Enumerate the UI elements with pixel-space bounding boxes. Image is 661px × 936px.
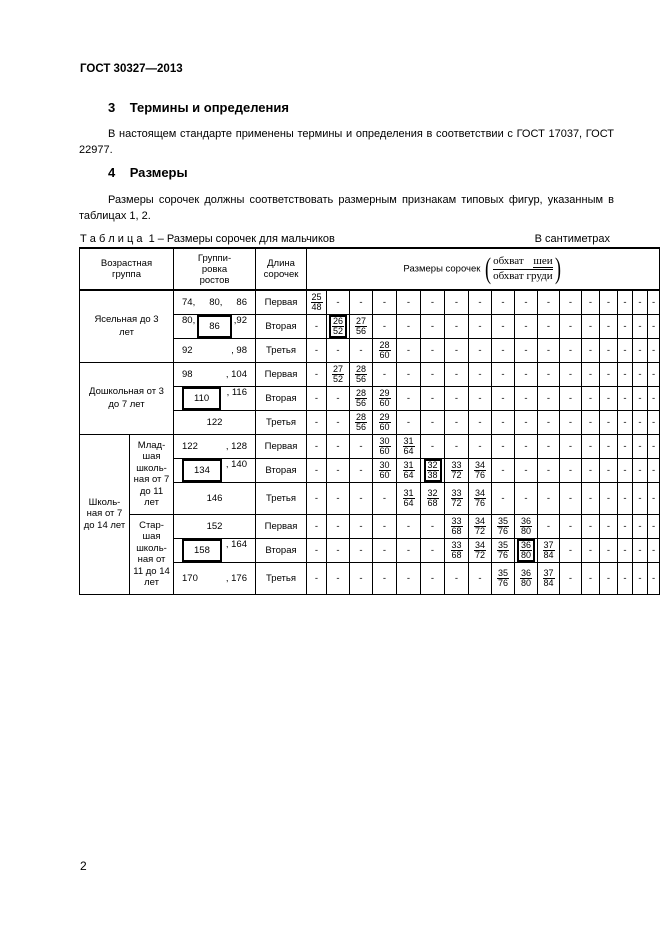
section-4-number: 4 [108, 165, 116, 180]
empty-size-cell: - [633, 434, 648, 458]
empty-size-cell: - [560, 410, 582, 434]
size-fraction: $\frac{33}{72}$ [445, 482, 469, 514]
empty-size-cell: - [492, 290, 515, 314]
table-units: В сантиметрах [534, 233, 610, 245]
empty-size-cell: - [633, 290, 648, 314]
size-fraction: $\frac{29}{60}$ [373, 410, 397, 434]
empty-size-cell: - [648, 458, 660, 482]
empty-size-cell: - [582, 314, 600, 338]
empty-size-cell: - [648, 514, 660, 538]
empty-size-cell: - [469, 314, 492, 338]
empty-size-cell: - [492, 458, 515, 482]
empty-size-cell: - [397, 538, 421, 562]
height-group-cell [174, 410, 256, 434]
empty-size-cell: - [618, 458, 633, 482]
section-3-text: В настоящем стандарте применены термины и определения в соответствии с ГОСТ 17037, ГОСТ 22977. [79, 128, 614, 156]
empty-size-cell: - [469, 290, 492, 314]
height-group-cell [174, 538, 256, 562]
empty-size-cell: - [538, 482, 560, 514]
size-fraction: $\frac{31}{64}$ [397, 458, 421, 482]
empty-size-cell: - [445, 410, 469, 434]
empty-size-cell: - [397, 410, 421, 434]
height-value: 80, [209, 296, 223, 308]
header-sizes-formula: ( обхват шеи обхват груди ) [485, 252, 561, 285]
empty-size-cell: - [307, 362, 327, 386]
empty-size-cell: - [560, 290, 582, 314]
empty-size-cell: - [469, 338, 492, 362]
empty-size-cell: - [538, 458, 560, 482]
size-fraction: $\frac{36}{80}$ [515, 562, 538, 594]
empty-size-cell: - [618, 434, 633, 458]
section-3-number: 3 [108, 100, 116, 115]
length-cell: Третья [256, 562, 307, 594]
empty-size-cell: - [421, 314, 445, 338]
empty-size-cell: - [560, 538, 582, 562]
empty-size-cell: - [373, 514, 397, 538]
size-fraction: $\frac{28}{56}$ [350, 386, 373, 410]
empty-size-cell: - [633, 538, 648, 562]
empty-size-cell: - [648, 290, 660, 314]
empty-size-cell: - [600, 538, 618, 562]
empty-size-cell: - [421, 434, 445, 458]
empty-size-cell: - [492, 434, 515, 458]
empty-size-cell: - [421, 362, 445, 386]
empty-size-cell: - [648, 338, 660, 362]
empty-size-cell: - [618, 338, 633, 362]
empty-size-cell: - [582, 538, 600, 562]
empty-size-cell: - [538, 434, 560, 458]
empty-size-cell: - [582, 434, 600, 458]
empty-size-cell: - [373, 562, 397, 594]
table-row [80, 514, 660, 538]
empty-size-cell: - [445, 386, 469, 410]
size-fraction: $\frac{30}{60}$ [373, 434, 397, 458]
empty-size-cell: - [492, 482, 515, 514]
empty-size-cell: - [582, 386, 600, 410]
empty-size-cell: - [633, 386, 648, 410]
empty-size-cell: - [600, 362, 618, 386]
group-preschool: Дошкольная от 3 до 7 лет [80, 362, 174, 434]
size-fraction: $\frac{30}{60}$ [373, 458, 397, 482]
empty-size-cell: - [582, 458, 600, 482]
empty-size-cell: - [350, 290, 373, 314]
empty-size-cell: - [350, 562, 373, 594]
empty-size-cell: - [618, 562, 633, 594]
empty-size-cell: - [648, 362, 660, 386]
length-cell: Первая [256, 434, 307, 458]
table-caption: Т а б л и ц а 1 – Размеры сорочек для мальчиков [80, 233, 335, 245]
size-fraction: $\frac{28}{60}$ [373, 338, 397, 362]
empty-size-cell: - [307, 434, 327, 458]
table-caption-row [80, 233, 610, 245]
size-fraction: $\frac{37}{84}$ [538, 562, 560, 594]
empty-size-cell: - [327, 434, 350, 458]
length-cell: Вторая [256, 314, 307, 338]
empty-size-cell: - [618, 538, 633, 562]
empty-size-cell: - [327, 538, 350, 562]
empty-size-cell: - [515, 290, 538, 314]
height-value: 122 [206, 416, 223, 428]
empty-size-cell: - [307, 538, 327, 562]
empty-size-cell: - [560, 458, 582, 482]
empty-size-cell: - [445, 290, 469, 314]
empty-size-cell: - [307, 514, 327, 538]
empty-size-cell: - [327, 290, 350, 314]
empty-size-cell: - [633, 482, 648, 514]
empty-size-cell: - [350, 514, 373, 538]
empty-size-cell: - [373, 290, 397, 314]
empty-size-cell: - [600, 386, 618, 410]
empty-size-cell: - [307, 386, 327, 410]
empty-size-cell: - [582, 338, 600, 362]
empty-size-cell: - [445, 434, 469, 458]
height-group-cell [174, 338, 256, 362]
height-value: 74, [182, 296, 196, 308]
empty-size-cell: - [582, 482, 600, 514]
sizes-table [79, 247, 660, 595]
empty-size-cell: - [421, 538, 445, 562]
empty-size-cell: - [600, 562, 618, 594]
empty-size-cell: - [538, 338, 560, 362]
empty-size-cell: - [538, 314, 560, 338]
empty-size-cell: - [582, 362, 600, 386]
empty-size-cell: - [397, 290, 421, 314]
size-fraction: $\frac{29}{60}$ [373, 386, 397, 410]
empty-size-cell: - [469, 434, 492, 458]
height-value: , 98 [231, 344, 248, 356]
empty-size-cell: - [560, 386, 582, 410]
section-4-text: Размеры сорочек должны соответствовать размерным признакам типовых фигур, указанным в таблицах 1, 2. [79, 194, 614, 222]
height-value: ,92 [233, 314, 247, 326]
empty-size-cell: - [350, 338, 373, 362]
length-cell: Третья [256, 410, 307, 434]
table-row [80, 434, 660, 458]
empty-size-cell: - [445, 362, 469, 386]
group-junior: Млад-шая школь-ная от 7 до 11 лет [130, 434, 174, 514]
empty-size-cell: - [618, 314, 633, 338]
empty-size-cell: - [445, 562, 469, 594]
empty-size-cell: - [560, 362, 582, 386]
size-fraction: $\frac{31}{64}$ [397, 482, 421, 514]
empty-size-cell: - [469, 362, 492, 386]
length-cell: Первая [256, 514, 307, 538]
size-fraction: $\frac{26}{52}$ [327, 314, 350, 338]
empty-size-cell: - [648, 434, 660, 458]
height-value: 152 [206, 520, 223, 532]
empty-size-cell: - [397, 338, 421, 362]
empty-size-cell: - [538, 290, 560, 314]
empty-size-cell: - [633, 410, 648, 434]
empty-size-cell: - [350, 434, 373, 458]
height-value: 98 [182, 368, 193, 380]
height-value: , 140 [225, 458, 248, 470]
size-fraction: $\frac{34}{76}$ [469, 482, 492, 514]
empty-size-cell: - [633, 514, 648, 538]
group-senior: Стар-шая школь-ная от 11 до 14 лет [130, 514, 174, 594]
size-fraction: $\frac{34}{72}$ [469, 538, 492, 562]
size-fraction: $\frac{31}{64}$ [397, 434, 421, 458]
empty-size-cell: - [515, 434, 538, 458]
empty-size-cell: - [307, 482, 327, 514]
empty-size-cell: - [648, 538, 660, 562]
length-cell: Первая [256, 362, 307, 386]
height-value: , 164 [225, 538, 248, 550]
empty-size-cell: - [492, 338, 515, 362]
empty-size-cell: - [307, 562, 327, 594]
empty-size-cell: - [327, 386, 350, 410]
empty-size-cell: - [560, 314, 582, 338]
empty-size-cell: - [600, 514, 618, 538]
empty-size-cell: - [633, 458, 648, 482]
height-value: , 176 [225, 572, 248, 584]
section-4-heading [108, 165, 188, 180]
height-value: 86 [236, 296, 247, 308]
empty-size-cell: - [633, 338, 648, 362]
empty-size-cell: - [582, 290, 600, 314]
size-fraction: $\frac{28}{56}$ [350, 362, 373, 386]
size-fraction: $\frac{35}{76}$ [492, 514, 515, 538]
size-fraction: $\frac{33}{68}$ [445, 514, 469, 538]
height-value: , 128 [225, 440, 248, 452]
empty-size-cell: - [600, 410, 618, 434]
empty-size-cell: - [445, 338, 469, 362]
empty-size-cell: - [600, 482, 618, 514]
empty-size-cell: - [373, 314, 397, 338]
empty-size-cell: - [582, 514, 600, 538]
empty-size-cell: - [469, 410, 492, 434]
empty-size-cell: - [515, 314, 538, 338]
size-fraction: $\frac{27}{52}$ [327, 362, 350, 386]
section-3-heading [108, 100, 289, 115]
table-row [80, 290, 660, 314]
empty-size-cell: - [515, 362, 538, 386]
empty-size-cell: - [492, 314, 515, 338]
empty-size-cell: - [600, 314, 618, 338]
height-group-cell [174, 434, 256, 458]
empty-size-cell: - [618, 362, 633, 386]
empty-size-cell: - [327, 482, 350, 514]
group-school: Школь-ная от 7 до 14 лет [80, 434, 130, 594]
empty-size-cell: - [421, 386, 445, 410]
empty-size-cell: - [492, 362, 515, 386]
empty-size-cell: - [648, 482, 660, 514]
empty-size-cell: - [600, 458, 618, 482]
empty-size-cell: - [560, 482, 582, 514]
empty-size-cell: - [421, 338, 445, 362]
empty-size-cell: - [327, 514, 350, 538]
length-cell: Третья [256, 338, 307, 362]
empty-size-cell: - [492, 410, 515, 434]
empty-size-cell: - [350, 538, 373, 562]
height-group-cell [174, 562, 256, 594]
size-fraction: $\frac{33}{72}$ [445, 458, 469, 482]
empty-size-cell: - [373, 538, 397, 562]
empty-size-cell: - [373, 482, 397, 514]
empty-size-cell: - [600, 290, 618, 314]
length-cell: Вторая [256, 386, 307, 410]
empty-size-cell: - [397, 314, 421, 338]
empty-size-cell: - [560, 562, 582, 594]
empty-size-cell: - [633, 562, 648, 594]
empty-size-cell: - [560, 434, 582, 458]
height-value: 158 [182, 539, 222, 562]
empty-size-cell: - [600, 434, 618, 458]
length-cell: Вторая [256, 538, 307, 562]
section-4-title: Размеры [129, 165, 188, 180]
size-fraction: $\frac{36}{80}$ [515, 538, 538, 562]
size-fraction: $\frac{32}{38}$ [421, 458, 445, 482]
empty-size-cell: - [421, 290, 445, 314]
height-value: , 104 [225, 368, 248, 380]
empty-size-cell: - [618, 514, 633, 538]
height-value: 134 [182, 459, 222, 482]
table-body [80, 290, 660, 594]
size-fraction: $\frac{35}{76}$ [492, 538, 515, 562]
empty-size-cell: - [582, 562, 600, 594]
empty-size-cell: - [538, 410, 560, 434]
empty-size-cell: - [560, 338, 582, 362]
header-sizes [307, 248, 660, 290]
size-fraction: $\frac{34}{76}$ [469, 458, 492, 482]
empty-size-cell: - [350, 482, 373, 514]
empty-size-cell: - [327, 562, 350, 594]
table-header-row [80, 248, 660, 290]
height-group-cell [174, 290, 256, 314]
height-value: 80, [182, 314, 196, 326]
empty-size-cell: - [445, 314, 469, 338]
height-value: 122 [182, 440, 198, 452]
empty-size-cell: - [515, 338, 538, 362]
empty-size-cell: - [492, 386, 515, 410]
length-cell: Третья [256, 482, 307, 514]
empty-size-cell: - [633, 314, 648, 338]
empty-size-cell: - [350, 458, 373, 482]
height-value: 86 [197, 315, 232, 338]
header-height-groups: Группи-ровка ростов [174, 248, 256, 290]
empty-size-cell: - [373, 362, 397, 386]
size-fraction: $\frac{36}{80}$ [515, 514, 538, 538]
empty-size-cell: - [618, 386, 633, 410]
size-fraction: $\frac{33}{68}$ [445, 538, 469, 562]
size-fraction: $\frac{25}{48}$ [307, 290, 327, 314]
empty-size-cell: - [618, 482, 633, 514]
height-group-cell [174, 314, 256, 338]
size-fraction: $\frac{37}{84}$ [538, 538, 560, 562]
empty-size-cell: - [307, 314, 327, 338]
empty-size-cell: - [538, 362, 560, 386]
size-fraction: $\frac{34}{72}$ [469, 514, 492, 538]
page-number: 2 [80, 859, 87, 873]
empty-size-cell: - [307, 458, 327, 482]
empty-size-cell: - [538, 514, 560, 538]
section-3-title: Термины и определения [129, 100, 289, 115]
size-fraction: $\frac{32}{68}$ [421, 482, 445, 514]
empty-size-cell: - [421, 562, 445, 594]
empty-size-cell: - [397, 514, 421, 538]
empty-size-cell: - [515, 410, 538, 434]
empty-size-cell: - [600, 338, 618, 362]
empty-size-cell: - [327, 458, 350, 482]
empty-size-cell: - [327, 410, 350, 434]
empty-size-cell: - [633, 362, 648, 386]
height-group-cell [174, 458, 256, 482]
empty-size-cell: - [421, 514, 445, 538]
height-value: 146 [206, 492, 223, 504]
empty-size-cell: - [560, 514, 582, 538]
height-value: 92 [182, 344, 193, 356]
table-row [80, 362, 660, 386]
height-group-cell [174, 386, 256, 410]
height-value: 170 [182, 572, 198, 584]
empty-size-cell: - [582, 410, 600, 434]
empty-size-cell: - [538, 386, 560, 410]
length-cell: Вторая [256, 458, 307, 482]
empty-size-cell: - [618, 290, 633, 314]
document-code: ГОСТ 30327—2013 [80, 63, 183, 75]
header-age-group: Возрастная группа [80, 248, 174, 290]
empty-size-cell: - [307, 410, 327, 434]
empty-size-cell: - [397, 562, 421, 594]
empty-size-cell: - [515, 386, 538, 410]
height-group-cell [174, 514, 256, 538]
empty-size-cell: - [648, 410, 660, 434]
empty-size-cell: - [515, 458, 538, 482]
height-value: 110 [182, 387, 221, 410]
empty-size-cell: - [648, 562, 660, 594]
height-group-cell [174, 362, 256, 386]
empty-size-cell: - [327, 338, 350, 362]
empty-size-cell: - [469, 386, 492, 410]
empty-size-cell: - [648, 314, 660, 338]
empty-size-cell: - [618, 410, 633, 434]
size-fraction: $\frac{27}{56}$ [350, 314, 373, 338]
header-sizes-label: Размеры сорочек [403, 263, 481, 275]
size-fraction: $\frac{28}{56}$ [350, 410, 373, 434]
height-value: , 116 [226, 386, 248, 398]
height-group-cell [174, 482, 256, 514]
group-nursery: Ясельная до 3 лет [80, 290, 174, 362]
empty-size-cell: - [469, 562, 492, 594]
header-length: Длина сорочек [256, 248, 307, 290]
empty-size-cell: - [307, 338, 327, 362]
length-cell: Первая [256, 290, 307, 314]
empty-size-cell: - [515, 482, 538, 514]
size-fraction: $\frac{35}{76}$ [492, 562, 515, 594]
empty-size-cell: - [397, 386, 421, 410]
empty-size-cell: - [421, 410, 445, 434]
empty-size-cell: - [648, 386, 660, 410]
empty-size-cell: - [397, 362, 421, 386]
